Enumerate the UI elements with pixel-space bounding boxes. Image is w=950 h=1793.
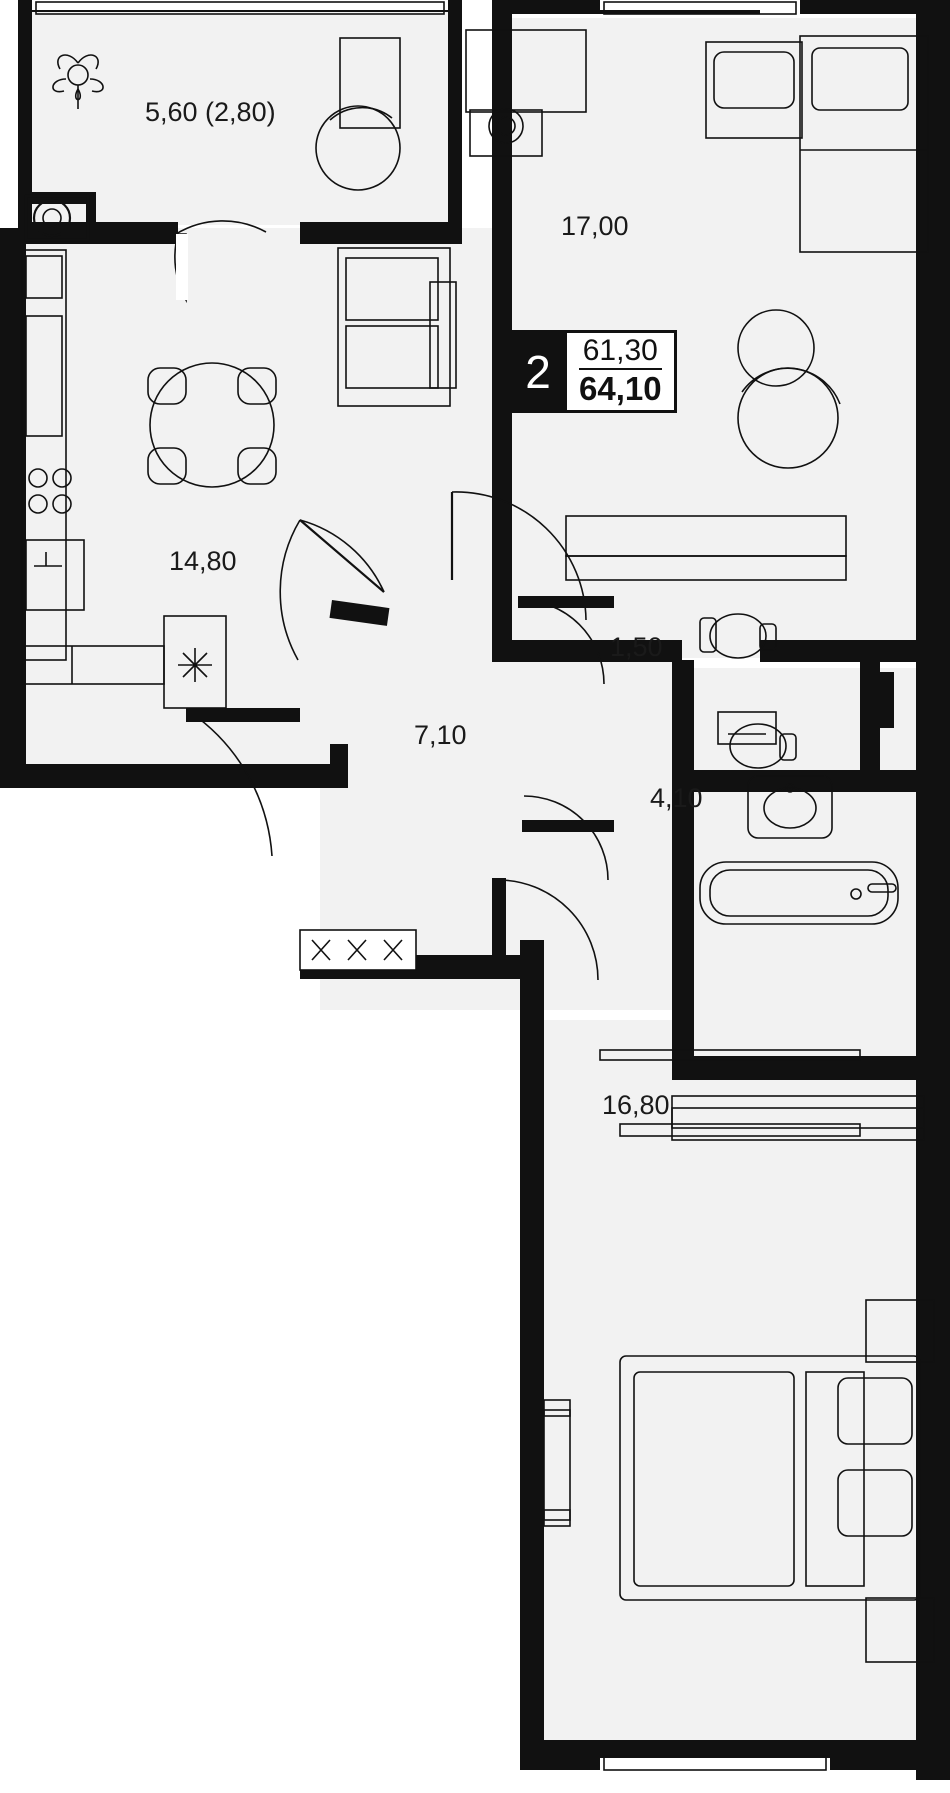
apartment-summary-badge	[506, 330, 677, 413]
room-count: 2	[509, 333, 567, 410]
living-area: 61,30	[579, 335, 662, 370]
room-label-bathroom: 4,10	[650, 783, 703, 813]
room-label-bedroom-north: 17,00	[561, 211, 629, 241]
room-label-balcony: 5,60 (2,80)	[145, 97, 276, 127]
room-label-kitchen-living: 14,80	[169, 546, 237, 576]
total-area: 64,10	[579, 370, 662, 408]
room-label-wc: 1,50	[610, 632, 663, 662]
room-label-hall: 7,10	[414, 720, 467, 750]
room-label-bedroom-south: 16,80	[602, 1090, 670, 1120]
